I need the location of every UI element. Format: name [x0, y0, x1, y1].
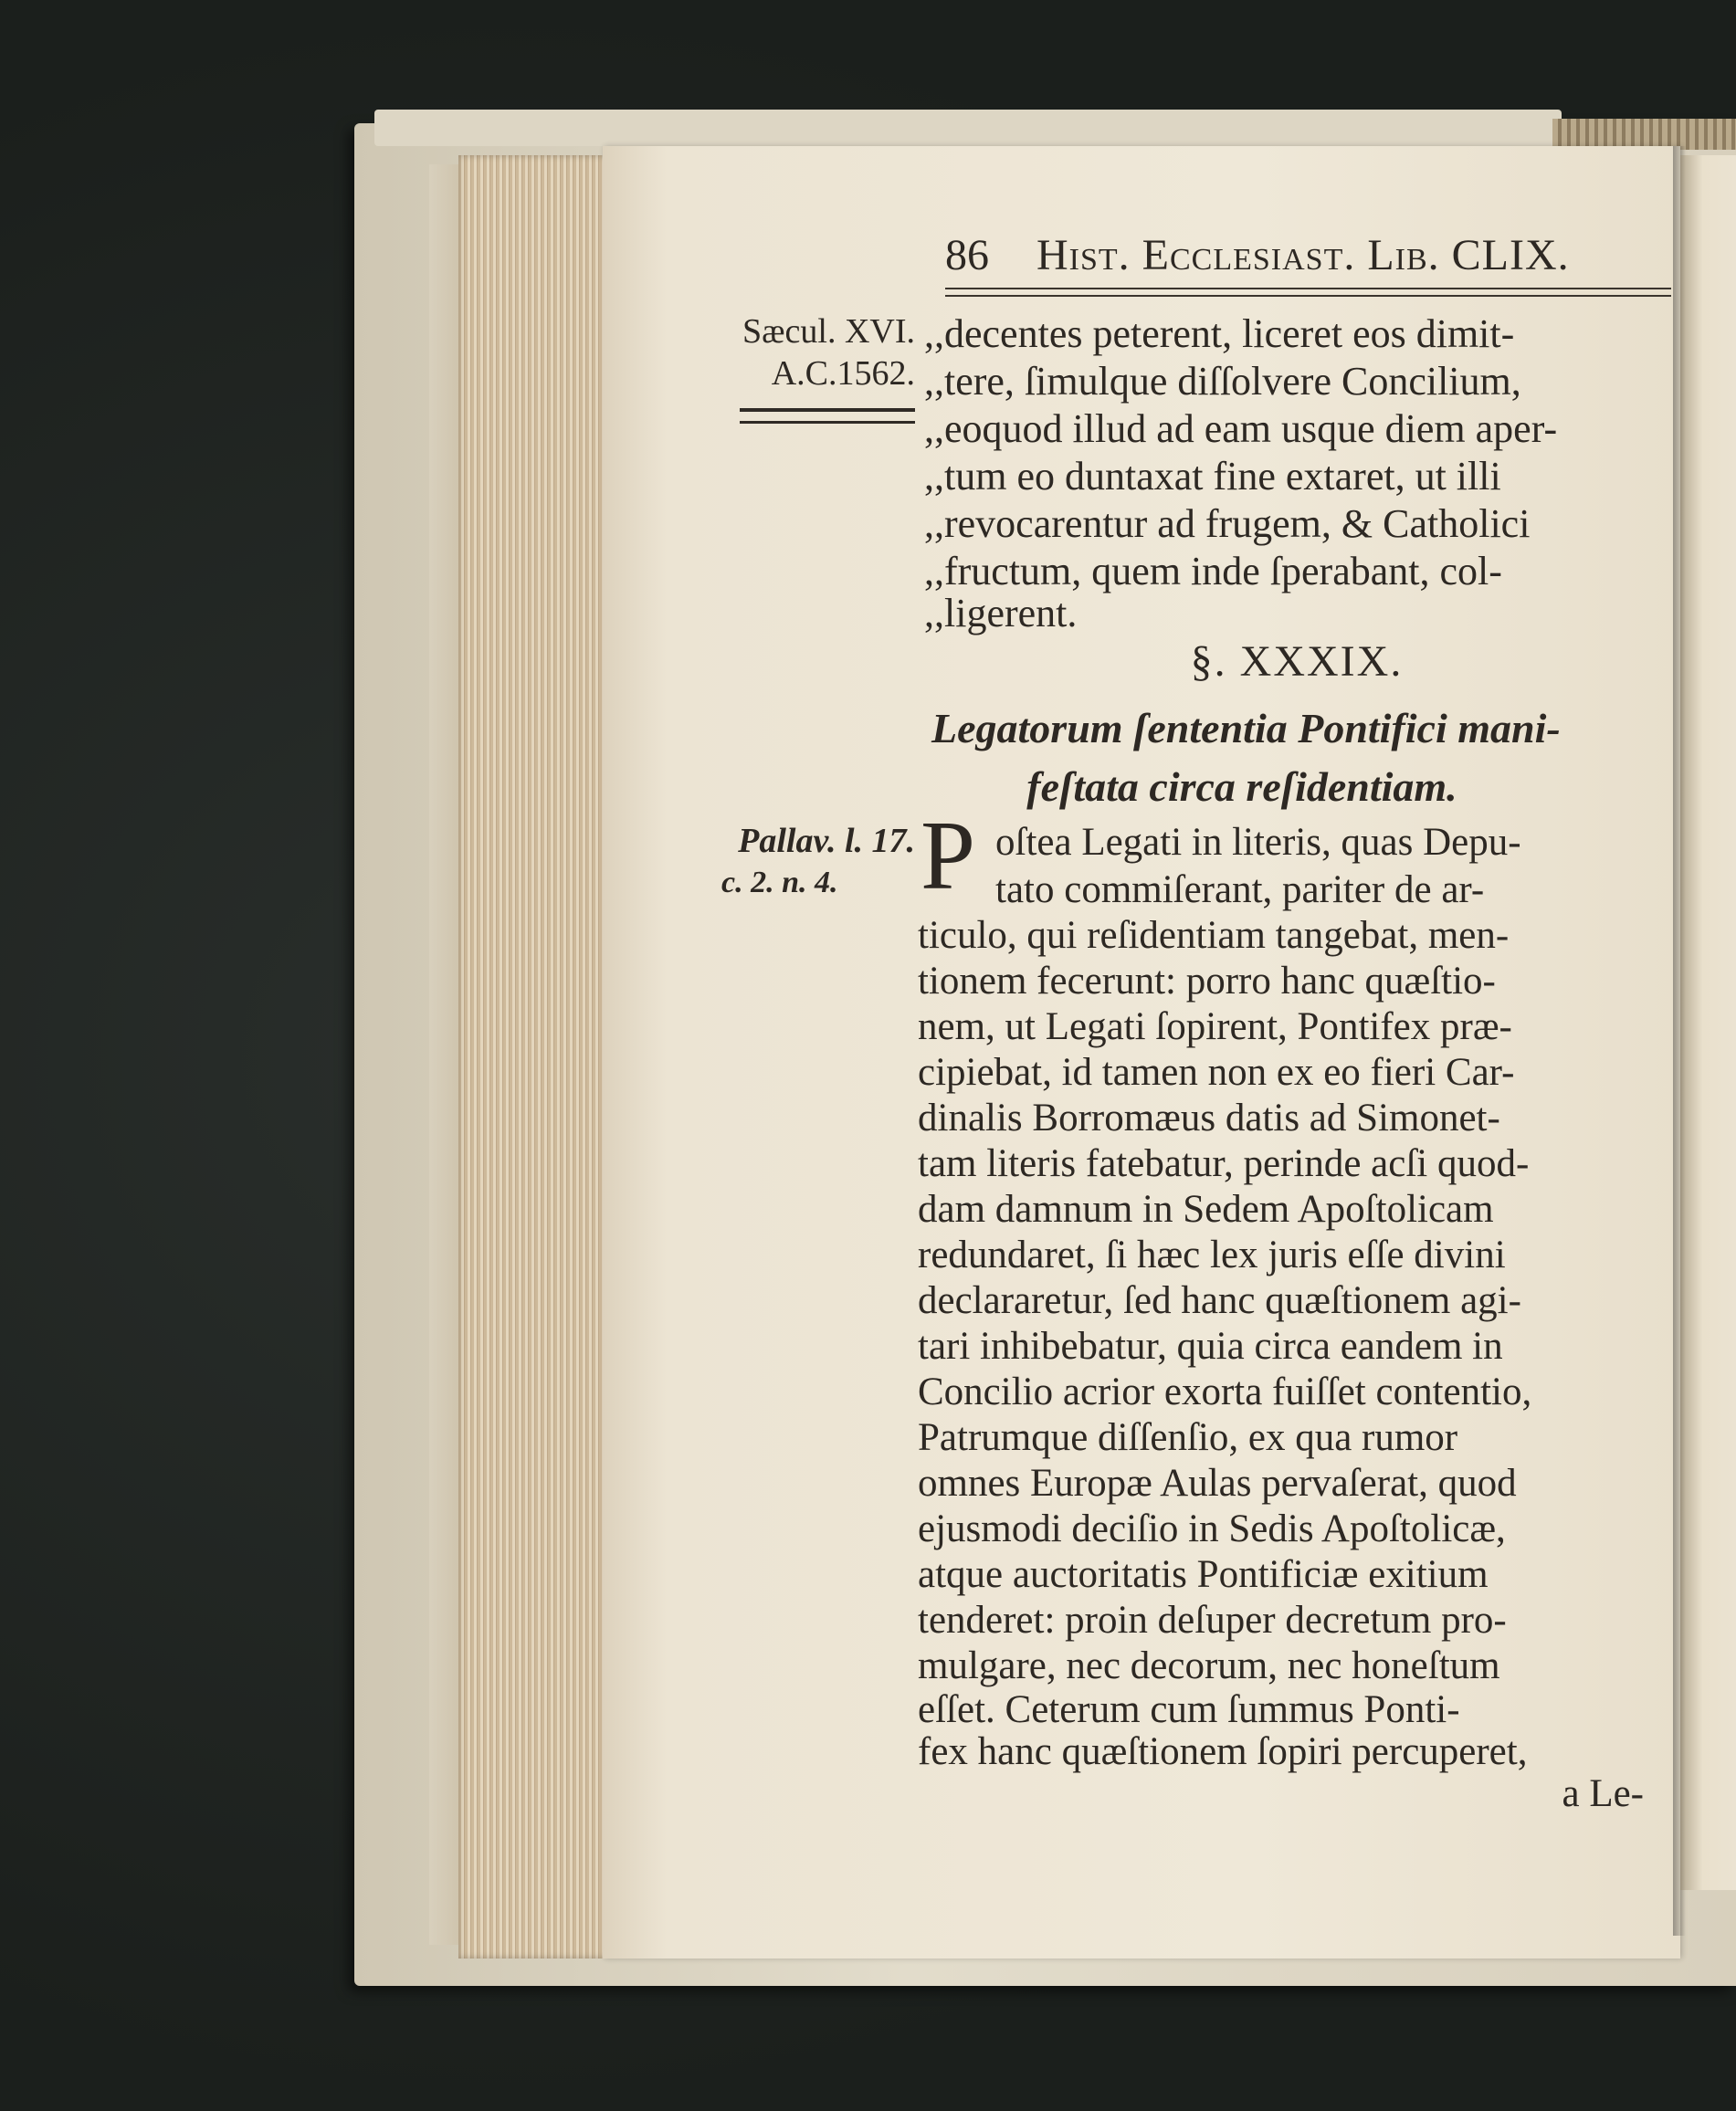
quote-line: ,,ligerent.: [924, 591, 1078, 635]
sidenote-reference-detail: c. 2. n. 4.: [721, 866, 838, 899]
sidenote-rule: [740, 408, 915, 424]
body-line: tionem fecerunt: porro hanc quæſtio-: [918, 960, 1496, 1003]
body-line: omnes Europæ Aulas pervaſerat, quod: [918, 1462, 1517, 1505]
book-headband: [1552, 119, 1736, 150]
header-rule: [945, 288, 1671, 297]
sidenote-century: Sæcul. XVI.: [742, 312, 915, 351]
body-line: declararetur, ſed hanc quæſtionem agi-: [918, 1279, 1521, 1322]
body-line: dam damnum in Sedem Apoſtolicam: [918, 1188, 1494, 1231]
running-head: Hist. Ecclesiast. Lib. CLIX.: [1036, 231, 1570, 279]
body-line: nem, ut Legati ſopirent, Pontifex præ-: [918, 1005, 1512, 1048]
body-line: redundaret, ſi hæc lex juris eſſe divini: [918, 1234, 1506, 1276]
quote-line: ,,decentes peterent, liceret eos dimit-: [924, 311, 1515, 356]
body-line: fex hanc quæſtionem ſopiri percuperet,: [918, 1730, 1528, 1773]
quote-line: ,,eoquod illud ad eam usque diem aper-: [924, 406, 1558, 451]
body-line: oſtea Legati in literis, quas Depu-: [995, 821, 1521, 864]
section-subtitle: feſtata circa reſidentiam.: [1026, 763, 1457, 810]
page-block-edges: [458, 155, 612, 1959]
sidenote-year: A.C.1562.: [771, 354, 915, 393]
facing-page-sliver: [1680, 155, 1736, 1890]
quote-line: ,,tum eo duntaxat fine extaret, ut illi: [924, 454, 1501, 499]
body-line: cipiebat, id tamen non ex eo fieri Car-: [918, 1051, 1515, 1094]
page-header: [945, 228, 1621, 283]
drop-cap: P: [921, 802, 976, 910]
page-number: 86: [945, 231, 989, 279]
catchword: a Le-: [1562, 1772, 1644, 1815]
body-line: eſſet. Ceterum cum ſummus Ponti-: [918, 1688, 1460, 1731]
body-line: dinalis Borromæus datis ad Simonet-: [918, 1097, 1500, 1140]
body-line: tam literis fatebatur, perinde acſi quod-: [918, 1142, 1530, 1185]
quote-line: ,,revocarentur ad frugem, & Catholici: [924, 501, 1531, 546]
page-gutter-shadow: [1673, 146, 1686, 1936]
sidenote-reference: Pallav. l. 17.: [738, 822, 915, 860]
quote-line: ,,tere, ſimulque diſſolvere Concilium,: [924, 359, 1521, 404]
section-heading: §. XXXIX.: [1190, 637, 1404, 686]
body-line: tari inhibebatur, quia circa eandem in: [918, 1325, 1503, 1368]
body-line: tato commiſerant, pariter de ar-: [995, 868, 1485, 911]
body-line: mulgare, nec decorum, nec honeſtum: [918, 1644, 1500, 1687]
quote-line: ,,fructum, quem inde ſperabant, col-: [924, 549, 1502, 593]
section-subtitle: Legatorum ſententia Pontifici mani-: [931, 705, 1561, 751]
cover-inner-edge: [429, 164, 460, 1945]
body-line: atque auctoritatis Pontificiæ exitium: [918, 1553, 1489, 1596]
book-cover-top-edge: [374, 110, 1562, 146]
body-line: tenderet: proin deſuper decretum pro-: [918, 1599, 1507, 1642]
body-line: ticulo, qui reſidentiam tangebat, men-: [918, 914, 1510, 957]
body-line: Patrumque diſſenſio, ex qua rumor: [918, 1416, 1458, 1459]
body-line: Concilio acrior exorta fuiſſet contentio,: [918, 1371, 1532, 1413]
body-line: ejusmodi deciſio in Sedis Apoſtolicæ,: [918, 1507, 1506, 1550]
